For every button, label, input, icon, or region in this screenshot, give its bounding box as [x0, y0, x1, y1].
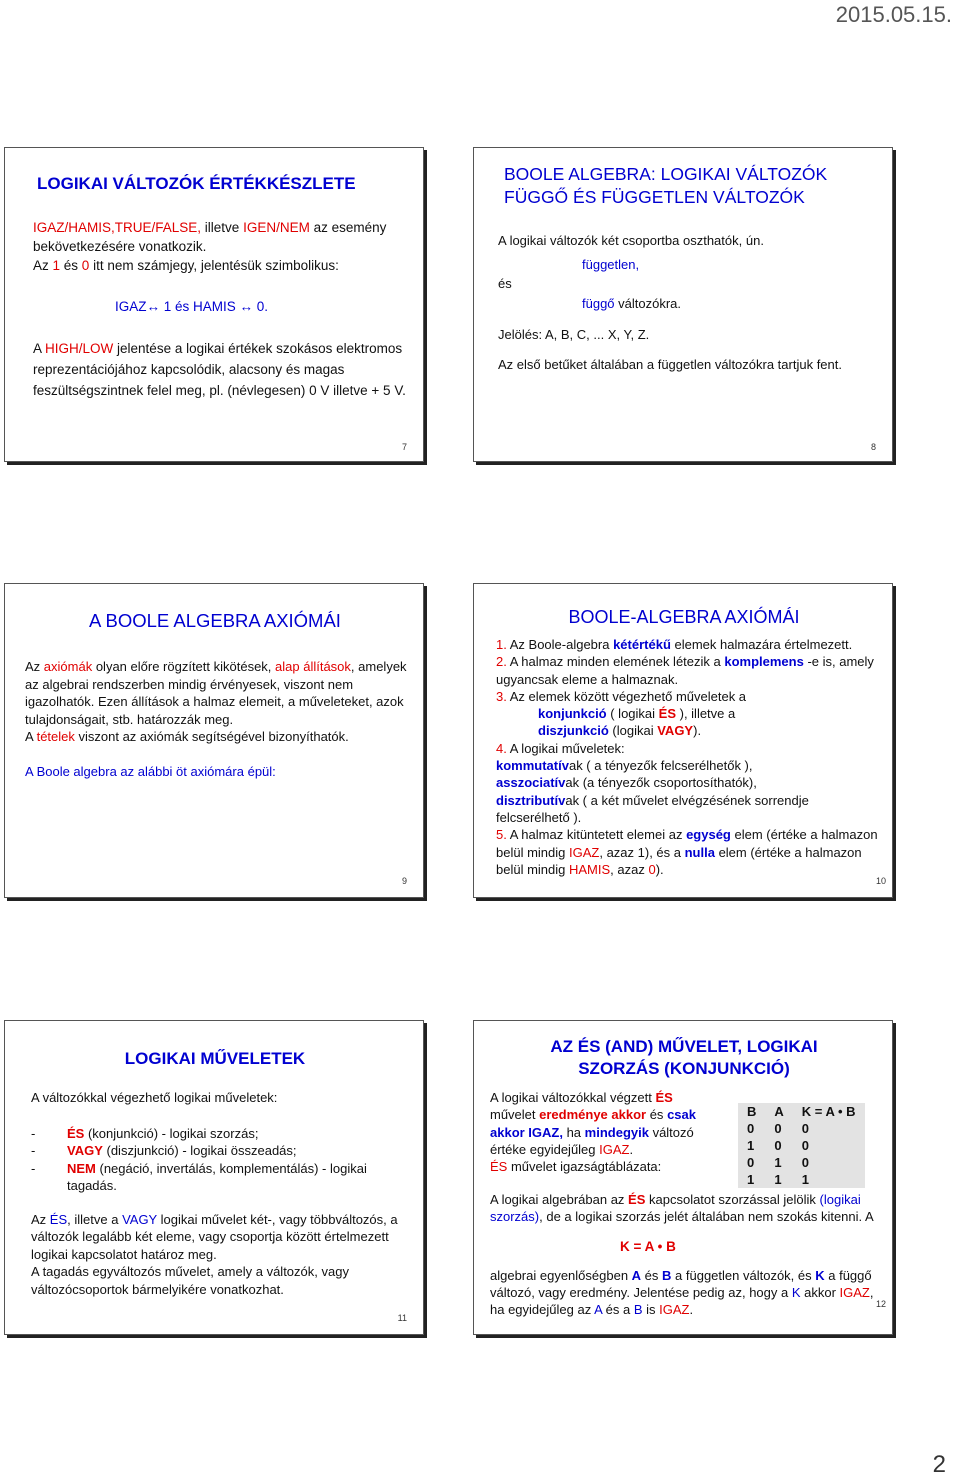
slide-number: 12: [875, 1299, 886, 1309]
table-cell: 1: [747, 1172, 755, 1187]
text-span: -: [31, 1160, 36, 1176]
text-span: IGEN/NEM: [243, 220, 310, 235]
text-span: ak (a tényezők csoportosíthatók),: [565, 775, 757, 791]
text-span: is: [642, 1302, 660, 1318]
text-span: , amelyek az algebrai rendszerben mindig érvényesek, viszont nem igazolhatók. Ezen állítások a halmaz elemeit, a műveleteket, azok tulajdonságait, stb. határozzák meg.: [25, 659, 407, 727]
text-span: A logikai algebrában az: [490, 1192, 629, 1207]
arrow-icon: ↔: [146, 299, 161, 314]
text-span: elem (értéke a halmazon belül mindig: [496, 827, 878, 860]
text-span: (logikai: [608, 723, 658, 739]
paragraph: [496, 653, 886, 688]
text-span: A: [25, 729, 37, 744]
variable-groups: [498, 256, 878, 318]
text-span: A: [33, 341, 46, 356]
text-span: tételek: [36, 729, 75, 744]
text-span: A halmaz kitüntetett elemei az: [506, 827, 687, 843]
text-span: (negáció, invertálás, komplementálás) - logikai tagadás.: [67, 1160, 367, 1193]
slide-10: [473, 583, 893, 898]
paragraph: A változókkal végezhető logikai műveletek:: [31, 1090, 278, 1105]
text-span: mindegyik: [584, 1124, 649, 1140]
paragraph: A Boole algebra az alábbi öt axiómára épül:: [25, 763, 276, 779]
text-span: disztributív: [496, 792, 566, 808]
text-span: (logikai szorzás): [490, 1192, 861, 1225]
text-span: A logikai műveletek:: [506, 740, 625, 756]
text-span: HAMIS: [569, 861, 611, 877]
text-span: B: [633, 1302, 643, 1318]
text-span: változó értéke egyidejűleg: [490, 1124, 694, 1157]
text-span: a függő változó, vagy eredmény. Jelentése pedig az, hogy a: [490, 1267, 872, 1301]
slide-9: [4, 583, 424, 898]
paragraph: [31, 1211, 416, 1264]
text-span: 0: [648, 861, 656, 877]
table-cell: 0: [801, 1138, 810, 1153]
table-header-cell: B: [747, 1104, 757, 1119]
text-span: Az: [33, 258, 53, 273]
paragraph: [496, 792, 886, 827]
text-span: , illetve a: [67, 1211, 123, 1227]
text-span: ÉS: [655, 1090, 673, 1105]
text-span: 2.: [496, 654, 507, 670]
independent-label: független,: [582, 257, 640, 272]
text-span: az esemény bekövetkezésére vonatkozik.: [33, 220, 387, 254]
table-cell: 0: [801, 1155, 810, 1170]
text-span: elemek halmazára értelmezett.: [670, 637, 853, 652]
table-cell: 1: [747, 1138, 755, 1153]
text-span: függő: [582, 296, 615, 311]
text-span: 0: [81, 258, 90, 273]
text-span: Az: [25, 659, 44, 674]
text-span: ), illetve a: [676, 706, 736, 722]
title-line: AZ ÉS (AND) MŰVELET, LOGIKAI: [550, 1037, 818, 1056]
text-span: 1: [52, 258, 61, 273]
text-span: viszont az axiómák segítségével bizonyíthatók.: [74, 729, 349, 744]
text-span: nulla: [684, 844, 715, 860]
paragraph: [496, 826, 886, 878]
text-span: .: [689, 1302, 694, 1318]
text-span: asszociatív: [496, 775, 566, 791]
paragraph: Jelölés: A, B, C, ... X, Y, Z.: [498, 327, 650, 342]
text-span: , ha egyidejűleg az: [490, 1285, 874, 1318]
table-cell: 1: [774, 1155, 782, 1170]
text-span: A: [594, 1302, 603, 1318]
slide-number: 7: [401, 442, 407, 452]
text-span: VAGY: [67, 1143, 103, 1158]
text-span: itt nem számjegy, jelentésük szimbolikus:: [89, 258, 339, 273]
slide-title: LOGIKAI MŰVELETEK: [124, 1049, 306, 1068]
and-label: és: [498, 276, 512, 291]
slide-title: BOOLE-ALGEBRA AXIÓMÁI: [568, 607, 800, 627]
text-span: HIGH/LOW: [45, 341, 114, 356]
slide-11: [4, 1020, 424, 1335]
paragraph: [33, 218, 413, 256]
text-span: ak ( a tényezők felcserélhetők ),: [568, 758, 753, 774]
formula: K = A • B: [620, 1238, 676, 1254]
text-span: ÉS: [658, 706, 676, 722]
slide-number: 9: [401, 876, 407, 886]
slide-7: [4, 147, 424, 462]
slide-12: [473, 1020, 893, 1335]
text-span: [67, 1160, 367, 1195]
title-line: BOOLE ALGEBRA: LOGIKAI VÁLTOZÓK: [504, 164, 828, 184]
text-span: művelet: [490, 1107, 540, 1123]
paragraph: [33, 338, 413, 401]
text-span: logikai művelet két-, vagy többváltozós, a változók legalább két eleme, vagy csoportja között értelmezett logikai kapcsolatot határoz meg.: [31, 1211, 398, 1262]
paragraph: Az első betűket általában a független változókra tartjuk fent.: [498, 357, 842, 372]
text-span: (konjunkció) - logikai szorzás;: [84, 1125, 259, 1141]
text-span: ak ( a két művelet elvégzésének sorrendje felcserélhető ).: [496, 792, 809, 825]
text-span: NEM: [67, 1160, 96, 1176]
text-span: alap állítások: [275, 659, 351, 674]
list-item: [31, 1142, 416, 1160]
text-span: változókra.: [614, 296, 682, 311]
paragraph: [496, 774, 886, 791]
text-span: 1 és HAMIS: [160, 299, 240, 314]
text-span: ha: [562, 1124, 585, 1140]
text-span: 1.: [496, 637, 507, 652]
text-span: ÉS: [67, 1125, 85, 1141]
text-span: IGAZ: [569, 844, 600, 860]
table-cell: 0: [747, 1121, 755, 1136]
table-cell: 0: [774, 1121, 782, 1136]
table-row: [738, 1154, 865, 1171]
text-span: B: [662, 1267, 672, 1283]
text-span: axiómák: [43, 659, 93, 674]
text-span: ÉS: [490, 1159, 508, 1175]
list-item: [31, 1125, 416, 1143]
table-cell: 0: [747, 1155, 755, 1170]
text-span: kapcsolatot szorzással jelölik: [645, 1192, 820, 1207]
text-span: és: [60, 258, 82, 273]
table-row: [738, 1171, 865, 1188]
title-line: FÜGGŐ ÉS FÜGGETLEN VÁLTOZÓK: [504, 187, 805, 207]
text-span: [67, 1142, 297, 1160]
text-span: eredménye akkor: [539, 1107, 647, 1123]
intro-text: [490, 1089, 720, 1175]
table-cell: 1: [801, 1172, 810, 1187]
text-span: .: [629, 1141, 634, 1157]
text-span: [67, 1125, 258, 1143]
operation-list: [31, 1125, 416, 1195]
slide-title: [504, 163, 827, 209]
text-span: ).: [693, 723, 702, 739]
text-span: ).: [655, 861, 664, 877]
slide-number: 8: [870, 442, 876, 452]
text-span: IGAZ: [115, 299, 147, 314]
truth-table: [738, 1103, 865, 1188]
slide-title: A BOOLE ALGEBRA AXIÓMÁI: [89, 610, 341, 631]
text-span: IGAZ: [599, 1141, 630, 1157]
text-span: VAGY: [657, 723, 694, 739]
paragraph: [496, 705, 886, 722]
slide-number: 11: [397, 1313, 407, 1323]
text-span: A logikai változókkal végzett: [490, 1090, 656, 1105]
paragraph: [33, 256, 413, 275]
paragraph: [496, 740, 886, 757]
text-span: elem (értéke a halmazon belül mindig: [496, 844, 862, 877]
paragraph: [496, 722, 886, 739]
slide-body: [25, 658, 415, 780]
header-date: 2015.05.15.: [835, 2, 952, 27]
text-span: , azaz 1), és a: [599, 844, 685, 860]
paragraph: [496, 688, 886, 705]
slide-body: [490, 1191, 885, 1319]
table-header-cell: K = A • B: [801, 1104, 856, 1119]
paragraph: [25, 658, 415, 728]
text-span: művelet igazságtáblázata:: [507, 1159, 662, 1175]
text-span: 4.: [496, 740, 507, 756]
table-cell: 1: [774, 1172, 782, 1187]
text-span: Az: [31, 1211, 50, 1227]
text-span: 3.: [496, 688, 507, 704]
text-span: és: [641, 1267, 663, 1283]
table-row: [738, 1120, 865, 1137]
text-span: kétértékű: [613, 637, 671, 652]
table-header-row: [738, 1103, 865, 1120]
text-span: , de a logikai szorzás jelét általában nem szokás kitenni. A: [539, 1209, 874, 1225]
slide-title: LOGIKAI VÁLTOZÓK ÉRTÉKKÉSZLETE: [37, 174, 356, 193]
slide-8: [473, 147, 893, 462]
dependent-label: [582, 295, 681, 313]
slide-title: [474, 1036, 894, 1080]
text-span: -: [31, 1143, 36, 1158]
text-span: jelentése a logikai értékek szokásos elektromos reprezentációjához kapcsolódik, alacsony és magas feszültségszintnek felel meg, pl. (névlegesen) 0 V illetve + 5 V.: [33, 341, 406, 398]
table-row: [738, 1137, 865, 1154]
text-span: A: [631, 1267, 642, 1283]
paragraph: [490, 1267, 885, 1319]
slide-body: [33, 218, 413, 401]
text-span: algebrai egyenlőségben: [490, 1267, 632, 1283]
slide-number: 10: [875, 876, 886, 886]
title-line: SZORZÁS (KONJUNKCIÓ): [578, 1059, 790, 1078]
text-span: ÉS: [628, 1192, 646, 1207]
text-span: K: [791, 1285, 801, 1301]
text-span: és: [646, 1107, 668, 1123]
text-span: IGAZ: [659, 1302, 690, 1318]
paragraph: A logikai változók két csoportba oszthatók, ún.: [498, 233, 764, 248]
arrow-icon: ↔: [239, 299, 254, 314]
text-span: kommutatív: [496, 758, 569, 774]
table-header-cell: A: [774, 1104, 784, 1119]
text-span: , azaz: [610, 861, 649, 877]
slide-body: [498, 232, 878, 374]
text-span: ( logikai: [606, 706, 659, 722]
text-span: egység: [686, 827, 731, 843]
text-span: VAGY: [122, 1211, 157, 1227]
text-span: 5.: [496, 827, 507, 843]
text-span: illetve: [201, 220, 244, 235]
text-span: (diszjunkció) - logikai összeadás;: [102, 1143, 297, 1158]
list-item: [31, 1160, 416, 1195]
paragraph: [496, 636, 886, 653]
text-span: Az elemek között végezhető műveletek a: [506, 688, 747, 704]
text-span: -: [31, 1125, 36, 1141]
text-span: konjunkció: [538, 706, 607, 722]
paragraph: [490, 1191, 885, 1226]
text-span: olyan előre rögzített kikötések,: [92, 659, 276, 674]
paragraph: [33, 297, 413, 316]
text-span: A halmaz minden elemének létezik a: [506, 654, 725, 670]
text-span: diszjunkció: [538, 723, 609, 739]
paragraph: A tagadás egyváltozós művelet, amely a változók, vagy változócsoportok bármelyikére vonatkozhat.: [31, 1264, 349, 1297]
paragraph: [25, 728, 415, 746]
slide-body: [31, 1089, 416, 1298]
text-span: IGAZ: [839, 1285, 870, 1301]
text-span: és a: [602, 1302, 634, 1318]
page-number: 2: [932, 1451, 946, 1478]
text-span: K: [815, 1267, 825, 1283]
table-cell: 0: [801, 1121, 810, 1136]
text-span: -e is, amely ugyancsak eleme a halmaznak.: [496, 654, 874, 687]
text-span: csak akkor IGAZ,: [490, 1107, 696, 1140]
text-span: akkor: [800, 1285, 840, 1301]
text-span: komplemens: [724, 654, 804, 670]
text-span: Az Boole-algebra: [506, 637, 614, 652]
text-span: IGAZ/HAMIS,TRUE/FALSE,: [33, 220, 202, 235]
paragraph: [496, 757, 886, 774]
table-cell: 0: [774, 1138, 782, 1153]
text-span: a független változók, és: [671, 1267, 816, 1283]
text-span: 0.: [253, 299, 269, 314]
text-span: ÉS: [49, 1211, 68, 1227]
slide-body: [496, 636, 886, 878]
